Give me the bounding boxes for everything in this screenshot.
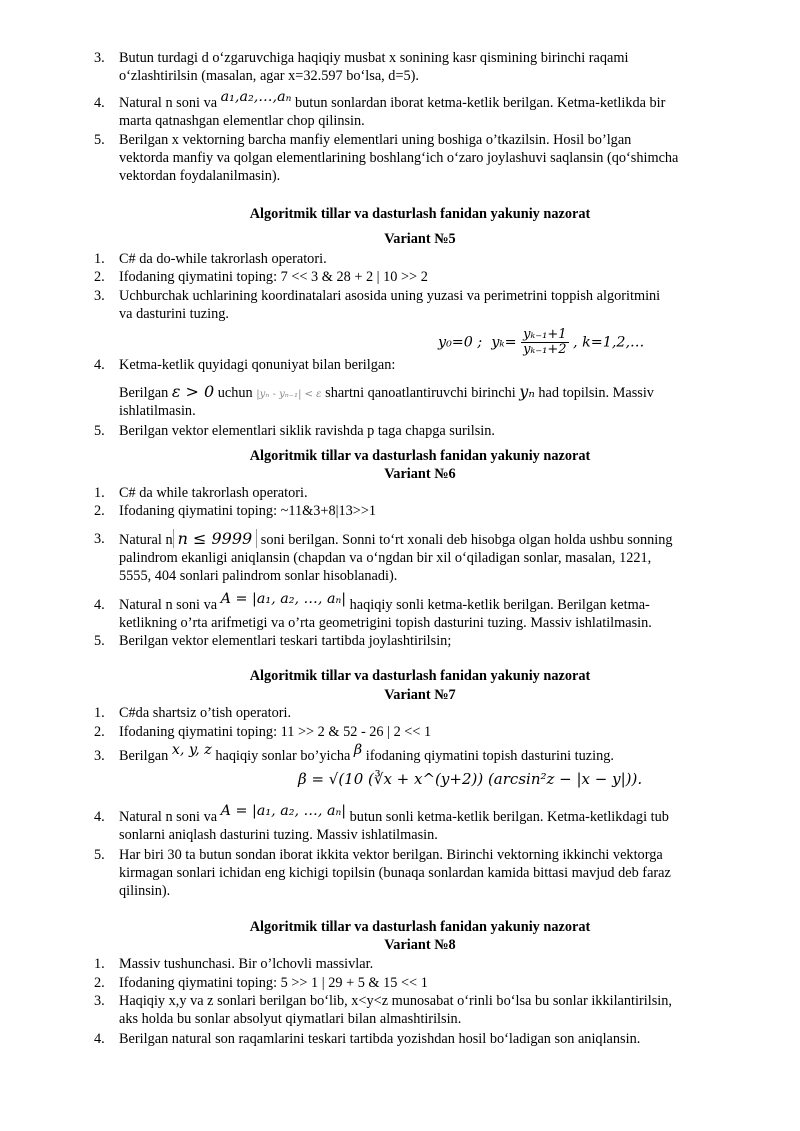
item-number: 2. — [94, 724, 105, 740]
fraction: $\frac{\text{yₖ₋₁+1}}{\text{yₖ₋₁+2}}$ — [523, 327, 567, 357]
variant-title: Variant №7 — [384, 687, 456, 703]
item-number: 3. — [94, 748, 105, 764]
item-number: 5. — [94, 633, 105, 649]
document-page: 3. Butun turdagi d o‘zgaruvchiga haqiqiy musbat x sonining kasr qismining birinchi raqami o‘zlashtirilsin (masalan, agar x=32.597 bo‘lsa, d=5). 4. Natural n soni va a₁,a₂,…,aₙ butun sonlardan iborat ketma-ketlik berilgan. Ketma-ketlikda bir marta qatnashgan elementlar chop qilinsin. 5. Berilgan x vektorning barcha manfiy elementlari uning boshiga o’tkazilsin. Hosil bo’lgan vektorda manfiy va qolgan elementlarining boshlang‘ich o‘zaro joylashuvi saqlansin (qo‘shimcha vektordan foydalanilmasin). Algoritmik tillar va dasturlash fanidan yakuniy nazorat Variant №5 1. C# da do-while takrorlash operatori. 2. Ifodaning qiymatini toping: 7 << 3 & 28 + 2 | 10 >> 2 3. Uchburchak uchlarining koordinatalari asosida uning yuzasi va perimetrini toppish algoritmini va dasturini tuzing. y₀=0 ; yₖ= $\frac{\text{yₖ₋₁+1}}{\text{yₖ₋₁+2}}$ , k=1,2,… 4. Ketma-ketlik quyidagi qonuniyat bilan berilgan: Berilgan ε > 0 uchun |yₙ - yₙ₋₁| < ε shartni qanoatlantiruvchi birinchi yₙ had topilsin. Massiv ishlatilmasin. 5. Berilgan vektor elementlari siklik ravishda p taga chapga surilsin. Algoritmik tillar va dasturlash fanidan yakuniy nazorat Variant №6 1. C# da while takrorlash operatori. 2. Ifodaning qiymatini toping: ~11&3+8|13>>1 3. Natural n n ≤ 9999 soni berilgan. Sonni to‘rt xonali deb hisobga olgan holda ushbu sonning palindrom ekanligi aniqlansin (chapdan va o‘ngdan bir xil o‘qiladigan sonlar, masalan, 1221, 5555, 404 sonlari palindrom sonlar hisoblanadi). 4. Natural n soni va A = |a₁, a₂, …, aₙ| haqiqiy sonli ketma-ketlik berilgan. Berilgan ketma- ketlikning o’rta arifmetigi va o’rta geometrigini topish dasturini tuzing. Massiv ishlatilmasin. 5. Berilgan vektor elementlari teskari tartibda joylashtirilsin; Algoritmik tillar va dasturlash fanidan yakuniy nazorat Variant №7 1. C#da shartsiz o’tish operatori. 2. Ifodaning qiymatini toping: 11 >> 2 & 52 - 26 | 2 << 1 3. Berilgan x, y, z haqiqiy sonlar bo’yicha β ifodaning qiymatini topish dasturini tuzing. β = √(10 (∛x + x^(y+2)) (arcsin²z − |x − y|)). 4. Natural n soni va A = |a₁, a₂, …, aₙ| butun sonli ketma-ketlik berilgan. Ketma-ketlikdagi tub sonlarni aniqlash dasturini tuzing. Massiv ishlatilmasin. 5. Har biri 30 ta butun sondan iborat ikkita vektor berilgan. Birinchi vektorning ikkinchi vektorga kirmagan sonlari ichidan eng kichigi topilsin (bunaqa sonlardan kamida bittasi mavjud deb faraz qilinsin). Algoritmik tillar va dasturlash fanidan yakuniy nazorat Variant №8 1. Massiv tushunchasi. Bir o’lchovli massivlar. 2. Ifodaning qiymatini toping: 5 >> 1 | 29 + 5 & 15 << 1 3. Haqiqiy x,y va z sonlari berilgan bo‘lib, x<y<z munosabat o‘rinli bo‘lsa bu sonlar ikkilantirilsin, aks holda bu sonlar absolyut qiymatlari bilan almashtirilsin. 4. Berilgan natural son raqamlarini teskari tartibda yozishdan hosil bo‘ladigan son aniqlansin. — [0, 0, 800, 1131]
constraint-formula: n ≤ 9999 — [173, 529, 258, 548]
sequence-formula: A = |a₁, a₂, …, aₙ| — [220, 803, 347, 819]
beta-formula: β = √(10 (∛x + x^(y+2)) (arcsin²z − |x − y|)). — [298, 770, 643, 788]
item-number: 5. — [94, 132, 105, 148]
item-number: 2. — [94, 503, 105, 519]
item-number: 4. — [94, 95, 105, 111]
section-title: Algoritmik tillar va dasturlash fanidan yakuniy nazorat — [249, 668, 591, 684]
yn-formula: yₙ — [519, 382, 535, 401]
epsilon-formula: ε > 0 — [171, 382, 215, 401]
beta-symbol: β — [353, 742, 363, 758]
item-number: 1. — [94, 956, 105, 972]
task-text: Butun turdagi d o‘zgaruvchiga haqiqiy musbat x sonining kasr qismining birinchi raqami o‘zlashtirilsin (masalan, agar x=32.597 bo‘lsa, d=5). — [119, 50, 629, 84]
item-number: 1. — [94, 485, 105, 501]
item-number: 4. — [94, 809, 105, 825]
variant-title: Variant №8 — [384, 937, 456, 953]
item-number: 3. — [94, 531, 105, 547]
item-number: 2. — [94, 975, 105, 991]
item-number: 3. — [94, 288, 105, 304]
item-number: 4. — [94, 357, 105, 373]
item-number: 5. — [94, 423, 105, 439]
item-number: 1. — [94, 705, 105, 721]
task-text: Natural n soni va a₁,a₂,…,aₙ butun sonlardan iborat ketma-ketlik berilgan. Ketma-ketlikda bir marta qatnashgan elementlar chop qilinsin. — [119, 89, 666, 129]
sequence-formula: a₁,a₂,…,aₙ — [220, 89, 292, 105]
item-number: 4. — [94, 1031, 105, 1047]
task-text: Berilgan x vektorning barcha manfiy elementlari uning boshiga o’tkazilsin. Hosil bo’lgan vektorda manfiy va qolgan elementlarining boshlang‘ich o‘zaro joylashuvi saqlansin (qo‘shimcha vektordan foydalanilmasin). — [119, 132, 679, 184]
section-title: Algoritmik tillar va dasturlash fanidan yakuniy nazorat — [249, 206, 591, 222]
variant-title: Variant №5 — [384, 231, 456, 247]
sequence-formula: A = |a₁, a₂, …, aₙ| — [220, 591, 347, 607]
variant-title: Variant №6 — [384, 466, 456, 482]
section-title: Algoritmik tillar va dasturlash fanidan yakuniy nazorat — [249, 448, 591, 464]
condition-formula: |yₙ - yₙ₋₁| < ε — [256, 389, 322, 400]
variables-formula: x, y, z — [171, 742, 212, 758]
item-number: 4. — [94, 597, 105, 613]
item-number: 5. — [94, 847, 105, 863]
section-title: Algoritmik tillar va dasturlash fanidan yakuniy nazorat — [249, 919, 591, 935]
item-number: 3. — [94, 993, 105, 1009]
item-number: 3. — [94, 50, 105, 66]
item-number: 1. — [94, 251, 105, 267]
recurrence-formula: y₀=0 ; yₖ= $\frac{\text{yₖ₋₁+1}}{\text{yₖ₋₁+2}}$ , k=1,2,… — [438, 327, 645, 357]
item-number: 2. — [94, 269, 105, 285]
